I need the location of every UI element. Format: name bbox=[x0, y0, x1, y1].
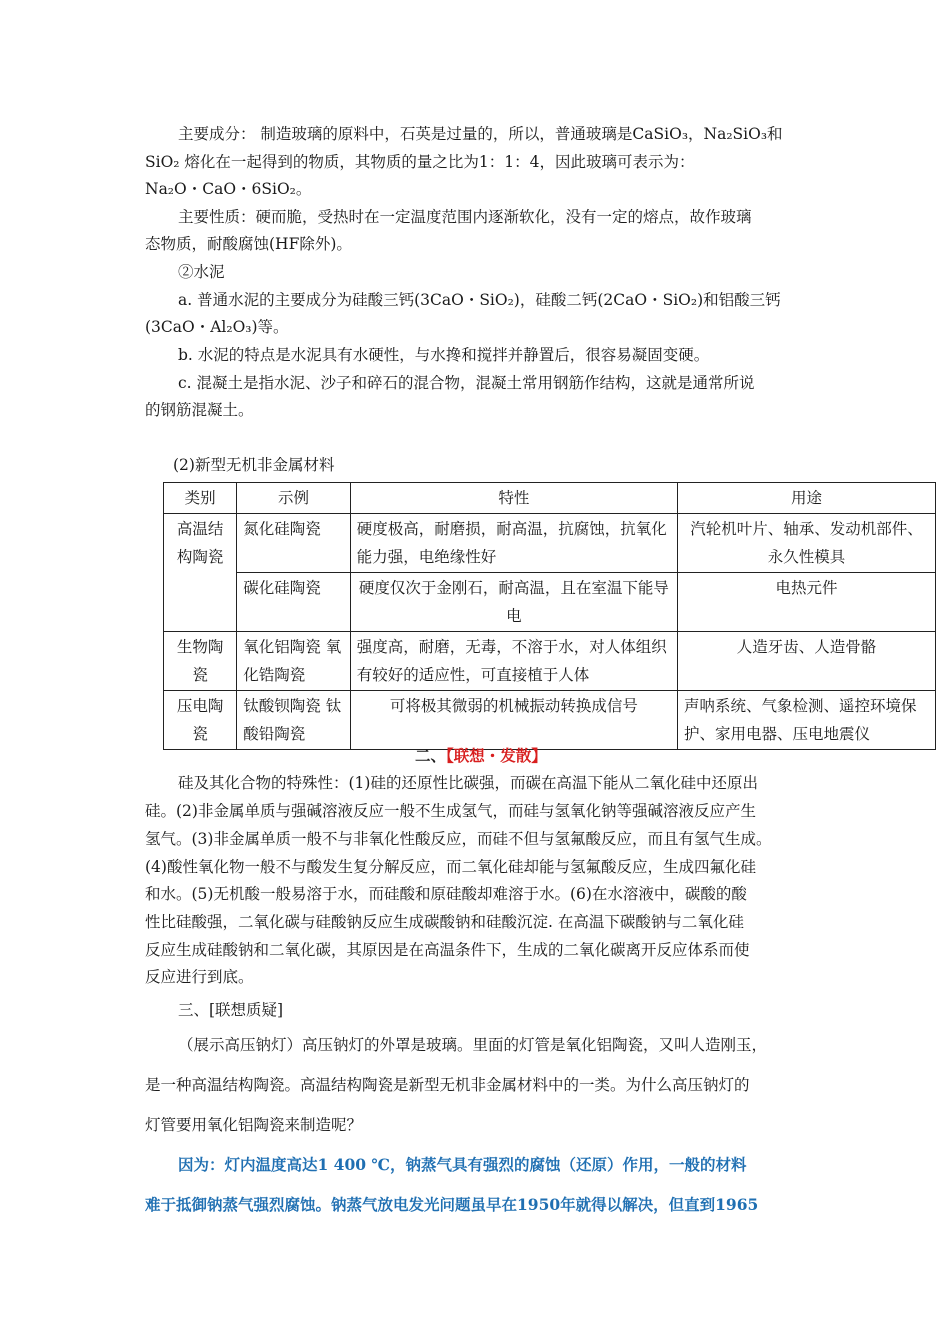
header-property: 特性 bbox=[350, 483, 677, 514]
header-use: 用途 bbox=[677, 483, 935, 514]
cement-item-b: b. 水泥的特点是水泥具有水硬性，与水搀和搅拌并静置后，很容易凝固变硬。 bbox=[178, 346, 710, 364]
table-header-row bbox=[164, 483, 936, 514]
table-row bbox=[164, 514, 936, 573]
glass-composition-line-3: Na₂O・CaO・6SiO₂。 bbox=[145, 180, 312, 198]
example-cell: 钛酸钡陶瓷 钛酸铅陶瓷 bbox=[237, 691, 350, 750]
section-2-line-8: 反应进行到底。 bbox=[145, 968, 254, 986]
table-row bbox=[164, 573, 936, 632]
header-example: 示例 bbox=[237, 483, 350, 514]
property-cell: 可将极其微弱的机械振动转换成信号 bbox=[350, 691, 677, 750]
section-3-line-1: （展示高压钠灯）高压钠灯的外罩是玻璃。里面的灯管是氧化铝陶瓷，又叫人造刚玉， bbox=[178, 1036, 768, 1054]
cement-item-a-line-1: a. 普通水泥的主要成分为硅酸三钙(3CaO・SiO₂)，硅酸二钙(2CaO・SiO₂)和铝酸三钙 bbox=[178, 291, 781, 309]
section-2-line-1: 硅及其化合物的特殊性：(1)硅的还原性比碳强，而碳在高温下能从二氧化硅中还原出 bbox=[178, 774, 758, 792]
use-cell: 声呐系统、气象检测、遥控环境保护、家用电器、压电地震仪 bbox=[677, 691, 935, 750]
use-cell: 人造牙齿、人造骨骼 bbox=[677, 632, 935, 691]
glass-property-line-2: 态物质，耐酸腐蚀(HF除外)。 bbox=[145, 235, 352, 253]
category-cell: 高温结构陶瓷 bbox=[164, 514, 237, 632]
header-category: 类别 bbox=[164, 483, 237, 514]
section-2-title: 【联想・发散】 bbox=[446, 746, 547, 765]
example-cell: 碳化硅陶瓷 bbox=[237, 573, 350, 632]
category-cell: 压电陶瓷 bbox=[164, 691, 237, 750]
section-3-line-2: 是一种高温结构陶瓷。高温结构陶瓷是新型无机非金属材料中的一类。为什么高压钠灯的 bbox=[145, 1076, 750, 1094]
section-2-line-2: 硅。(2)非金属单质与强碱溶液反应一般不生成氢气，而硅与氢氧化钠等强碱溶液反应产生 bbox=[145, 802, 756, 820]
section-2-line-7: 反应生成硅酸钠和二氧化碳，其原因是在高温条件下，生成的二氧化碳离开反应体系而使 bbox=[145, 941, 750, 959]
glass-composition-line-2: SiO₂ 熔化在一起得到的物质，其物质的量之比为1：1：4，因此玻璃可表示为： bbox=[145, 153, 695, 171]
table-row bbox=[164, 691, 936, 750]
category-cell: 生物陶瓷 bbox=[164, 632, 237, 691]
table-row bbox=[164, 632, 936, 691]
glass-property-line-1: 主要性质：硬而脆，受热时在一定温度范围内逐渐软化，没有一定的熔点，故作玻璃 bbox=[178, 208, 752, 226]
section-3-title: 三、[联想质疑] bbox=[178, 1001, 284, 1019]
section-3-line-3: 灯管要用氧化铝陶瓷来制造呢？ bbox=[145, 1116, 363, 1134]
example-cell: 氧化铝陶瓷 氧化锆陶瓷 bbox=[237, 632, 350, 691]
cement-item-a-line-2: (3CaO・Al₂O₃)等。 bbox=[145, 318, 289, 336]
use-cell: 汽轮机叶片、轴承、发动机部件、永久性模具 bbox=[677, 514, 935, 573]
section-2-heading bbox=[415, 746, 547, 766]
section-2-line-3: 氢气。(3)非金属单质一般不与非氧化性酸反应，而硅不但与氢氟酸反应，而且有氢气生成。 bbox=[145, 830, 772, 848]
cement-title: ②水泥 bbox=[178, 263, 225, 281]
section-2-line-6: 性比硅酸强，二氧化碳与硅酸钠反应生成碳酸钠和硅酸沉淀. 在高温下碳酸钠与二氧化硅 bbox=[145, 913, 744, 931]
property-cell: 硬度仅次于金刚石，耐高温，且在室温下能导电 bbox=[350, 573, 677, 632]
property-cell: 强度高，耐磨，无毒，不溶于水，对人体组织有较好的适应性，可直接植于人体 bbox=[350, 632, 677, 691]
example-cell: 氮化硅陶瓷 bbox=[237, 514, 350, 573]
answer-line-1: 因为：灯内温度高达1 400 ℃，钠蒸气具有强烈的腐蚀（还原）作用，一般的材料 bbox=[178, 1155, 747, 1174]
cement-item-c-line-1: c. 混凝土是指水泥、沙子和碎石的混合物，混凝土常用钢筋作结构，这就是通常所说 bbox=[178, 374, 755, 392]
table-caption: (2)新型无机非金属材料 bbox=[173, 456, 335, 474]
materials-table bbox=[163, 482, 936, 750]
cement-item-c-line-2: 的钢筋混凝土。 bbox=[145, 401, 254, 419]
section-2-line-5: 和水。(5)无机酸一般易溶于水，而硅酸和原硅酸却难溶于水。(6)在水溶液中，碳酸的酸 bbox=[145, 885, 747, 903]
section-2-line-4: (4)酸性氧化物一般不与酸发生复分解反应，而二氧化硅却能与氢氟酸反应，生成四氟化硅 bbox=[145, 858, 756, 876]
property-cell: 硬度极高，耐磨损，耐高温，抗腐蚀，抗氧化能力强，电绝缘性好 bbox=[350, 514, 677, 573]
answer-line-2: 难于抵御钠蒸气强烈腐蚀。钠蒸气放电发光问题虽早在1950年就得以解决，但直到1965 bbox=[145, 1195, 759, 1214]
section-2-prefix: 二、 bbox=[415, 746, 447, 765]
use-cell: 电热元件 bbox=[677, 573, 935, 632]
glass-composition-line-1: 主要成分： 制造玻璃的原料中，石英是过量的，所以，普通玻璃是CaSiO₃，Na₂SiO₃和 bbox=[178, 125, 783, 143]
